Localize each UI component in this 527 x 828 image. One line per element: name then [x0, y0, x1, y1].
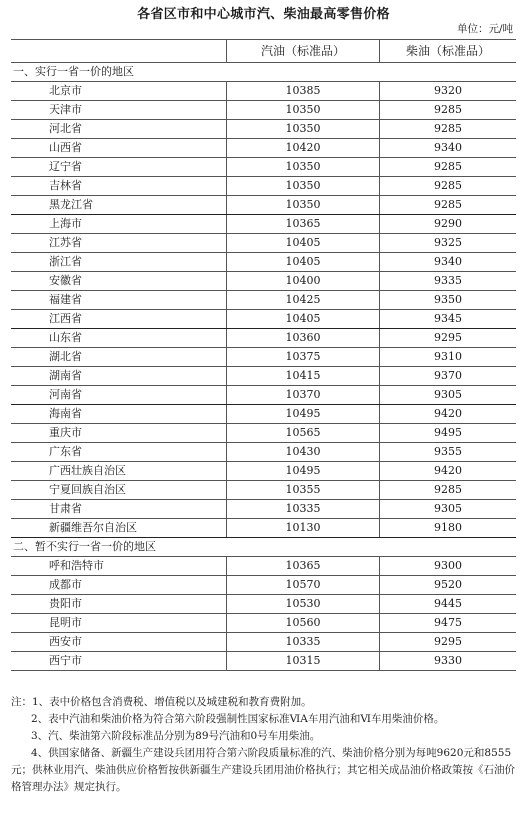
gas-price: 10570: [227, 576, 380, 595]
section-row-1: [11, 63, 516, 82]
table-row: [11, 177, 516, 196]
gas-price: 10495: [227, 405, 380, 424]
region-name: 海南省: [11, 405, 227, 424]
note-4: 4、供国家储备、新疆生产建设兵团用符合第六阶段质量标准的汽、柴油价格分别为每吨9620元和8555元；供林业用汽、柴油供应价格暂按供新疆生产建设兵团用油价格执行；其它相关成品油价格政策按《石油价格管理办法》规定执行。: [11, 747, 515, 793]
gas-price: 10365: [227, 215, 380, 234]
table-row: [11, 557, 516, 576]
region-name: 山东省: [11, 329, 227, 348]
gas-price: 10350: [227, 101, 380, 120]
price-table: [11, 39, 516, 671]
table-row: [11, 367, 516, 386]
diesel-price: 9475: [380, 614, 517, 633]
gas-price: 10385: [227, 82, 380, 101]
header-gas: 汽油（标准品）: [227, 40, 380, 63]
table-row: [11, 386, 516, 405]
region-name: 湖北省: [11, 348, 227, 367]
diesel-price: 9305: [380, 500, 517, 519]
diesel-price: 9335: [380, 272, 517, 291]
table-row: [11, 139, 516, 158]
diesel-price: 9340: [380, 253, 517, 272]
region-name: 辽宁省: [11, 158, 227, 177]
region-name: 河北省: [11, 120, 227, 139]
gas-price: 10400: [227, 272, 380, 291]
region-name: 河南省: [11, 386, 227, 405]
diesel-price: 9285: [380, 158, 517, 177]
gas-price: 10560: [227, 614, 380, 633]
gas-price: 10375: [227, 348, 380, 367]
table-row: [11, 234, 516, 253]
region-name: 甘肃省: [11, 500, 227, 519]
diesel-price: 9285: [380, 481, 517, 500]
region-name: 宁夏回族自治区: [11, 481, 227, 500]
diesel-price: 9350: [380, 291, 517, 310]
region-name: 西宁市: [11, 652, 227, 671]
gas-price: 10530: [227, 595, 380, 614]
table-row: [11, 576, 516, 595]
table-row: [11, 272, 516, 291]
gas-price: 10350: [227, 196, 380, 215]
table-row: [11, 462, 516, 481]
region-name: 上海市: [11, 215, 227, 234]
gas-price: 10405: [227, 234, 380, 253]
table-row: [11, 519, 516, 538]
region-name: 山西省: [11, 139, 227, 158]
gas-price: 10350: [227, 177, 380, 196]
diesel-price: 9290: [380, 215, 517, 234]
unit-label: 单位：元/吨: [456, 23, 513, 35]
region-name: 广西壮族自治区: [11, 462, 227, 481]
table-row: [11, 652, 516, 671]
page-title: 各省区市和中心城市汽、柴油最高零售价格: [137, 7, 390, 22]
region-name: 福建省: [11, 291, 227, 310]
region-name: 黑龙江省: [11, 196, 227, 215]
table-row: [11, 82, 516, 101]
region-name: 吉林省: [11, 177, 227, 196]
diesel-price: 9320: [380, 82, 517, 101]
header-blank-cell: [11, 40, 227, 63]
gas-price: 10405: [227, 253, 380, 272]
diesel-price: 9295: [380, 633, 517, 652]
gas-price: 10360: [227, 329, 380, 348]
table-row: [11, 215, 516, 234]
region-name: 江苏省: [11, 234, 227, 253]
region-name: 安徽省: [11, 272, 227, 291]
diesel-price: 9285: [380, 101, 517, 120]
region-name: 湖南省: [11, 367, 227, 386]
diesel-price: 9310: [380, 348, 517, 367]
diesel-price: 9300: [380, 557, 517, 576]
region-name: 贵阳市: [11, 595, 227, 614]
table-row: [11, 120, 516, 139]
note-1: 注：1、表中价格包含消费税、增值税以及城建税和教育费附加。: [11, 696, 312, 708]
diesel-price: 9370: [380, 367, 517, 386]
diesel-price: 9325: [380, 234, 517, 253]
diesel-price: 9520: [380, 576, 517, 595]
region-name: 江西省: [11, 310, 227, 329]
diesel-price: 9340: [380, 139, 517, 158]
diesel-price: 9420: [380, 462, 517, 481]
gas-price: 10315: [227, 652, 380, 671]
gas-price: 10420: [227, 139, 380, 158]
diesel-price: 9295: [380, 329, 517, 348]
gas-price: 10130: [227, 519, 380, 538]
diesel-price: 9180: [380, 519, 517, 538]
table-row: [11, 500, 516, 519]
table-row: [11, 405, 516, 424]
gas-price: 10405: [227, 310, 380, 329]
table-row: [11, 481, 516, 500]
region-name: 新疆维吾尔自治区: [11, 519, 227, 538]
table-row: [11, 443, 516, 462]
region-name: 昆明市: [11, 614, 227, 633]
gas-price: 10565: [227, 424, 380, 443]
region-name: 天津市: [11, 101, 227, 120]
header-diesel: 柴油（标准品）: [380, 40, 517, 63]
diesel-price: 9285: [380, 120, 517, 139]
gas-price: 10425: [227, 291, 380, 310]
table-row: [11, 196, 516, 215]
notes: [11, 694, 517, 796]
gas-price: 10350: [227, 158, 380, 177]
table-row: [11, 101, 516, 120]
section-row-2: [11, 538, 516, 557]
diesel-price: 9285: [380, 196, 517, 215]
gas-price: 10365: [227, 557, 380, 576]
table-row: [11, 253, 516, 272]
gas-price: 10415: [227, 367, 380, 386]
gas-price: 10430: [227, 443, 380, 462]
region-name: 成都市: [11, 576, 227, 595]
table-row: [11, 595, 516, 614]
table-row: [11, 348, 516, 367]
table-row: [11, 424, 516, 443]
table-row: [11, 291, 516, 310]
note-3: 3、汽、柴油第六阶段标准品分别为89号汽油和0号车用柴油。: [31, 730, 321, 742]
gas-price: 10335: [227, 500, 380, 519]
diesel-price: 9445: [380, 595, 517, 614]
gas-price: 10495: [227, 462, 380, 481]
gas-price: 10370: [227, 386, 380, 405]
diesel-price: 9420: [380, 405, 517, 424]
note-2: 2、表中汽油和柴油价格为符合第六阶段强制性国家标准ⅥA车用汽油和Ⅵ车用柴油价格。: [31, 713, 445, 725]
section-1-label: 一、实行一省一价的地区: [11, 63, 516, 82]
region-name: 北京市: [11, 82, 227, 101]
section-2-label: 二、暂不实行一省一价的地区: [11, 538, 516, 557]
diesel-price: 9345: [380, 310, 517, 329]
table-header-row: [11, 40, 516, 63]
diesel-price: 9285: [380, 177, 517, 196]
table-row: [11, 310, 516, 329]
region-name: 重庆市: [11, 424, 227, 443]
region-name: 呼和浩特市: [11, 557, 227, 576]
gas-price: 10335: [227, 633, 380, 652]
table-row: [11, 633, 516, 652]
diesel-price: 9330: [380, 652, 517, 671]
region-name: 广东省: [11, 443, 227, 462]
table-row: [11, 158, 516, 177]
diesel-price: 9355: [380, 443, 517, 462]
gas-price: 10350: [227, 120, 380, 139]
table-row: [11, 329, 516, 348]
region-name: 浙江省: [11, 253, 227, 272]
gas-price: 10355: [227, 481, 380, 500]
table-row: [11, 614, 516, 633]
region-name: 西安市: [11, 633, 227, 652]
diesel-price: 9495: [380, 424, 517, 443]
diesel-price: 9305: [380, 386, 517, 405]
